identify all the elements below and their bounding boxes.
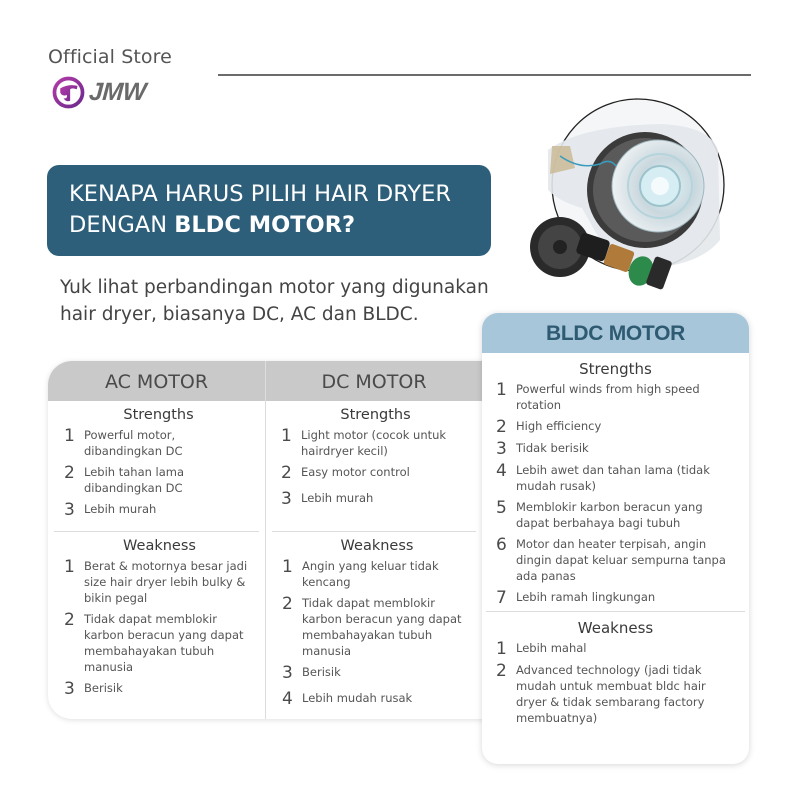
item-text: Powerful winds from high speed rotation <box>516 382 700 412</box>
item-number: 1 <box>496 380 507 400</box>
item-text: Motor dan heater terpisah, angin dingin dapat keluar sempurna tanpa ada panas <box>516 537 726 583</box>
item-number: 2 <box>496 417 507 437</box>
item-text: Lebih murah <box>84 502 157 516</box>
ac-motor-column <box>48 401 265 719</box>
item-number: 4 <box>282 689 293 709</box>
bldc-weakness-list <box>482 640 749 726</box>
item-text: Tidak dapat memblokir karbon beracun yang dapat membahayakan tubuh manusia <box>84 612 244 674</box>
item-number: 3 <box>496 439 507 459</box>
ac-weakness-section <box>48 538 265 697</box>
bldc-motor-title: BLDC MOTOR <box>482 313 749 353</box>
item-text: Lebih mahal <box>516 641 587 655</box>
comparison-body <box>48 401 518 719</box>
ac-motor-title: AC MOTOR <box>104 371 209 393</box>
dc-strengths-title: Strengths <box>340 407 411 423</box>
list-item <box>496 418 739 435</box>
item-text: Berat & motornya besar jadi size hair dryer lebih bulky & bikin pegal <box>84 559 248 605</box>
item-number: 1 <box>282 557 293 577</box>
list-item <box>496 499 739 531</box>
item-number: 1 <box>64 557 75 577</box>
item-text: Tidak dapat memblokir karbon beracun yang dapat membahayakan tubuh manusia <box>302 596 462 658</box>
ac-strengths-title: Strengths <box>123 407 194 423</box>
brand-name: JMW <box>88 78 147 106</box>
item-text: Lebih ramah lingkungan <box>516 590 656 604</box>
item-text: Lebih murah <box>301 491 374 505</box>
headline-bold: BLDC MOTOR? <box>174 212 356 238</box>
item-number: 2 <box>282 594 293 614</box>
ac-dc-comparison-card <box>48 361 518 719</box>
dc-weakness-title: Weakness <box>340 538 414 554</box>
brand-logo-group <box>52 76 146 109</box>
item-number: 4 <box>496 461 507 481</box>
item-text: Angin yang keluar tidak kencang <box>302 559 439 589</box>
comparison-header <box>48 361 518 401</box>
list-item <box>496 462 739 494</box>
item-number: 2 <box>64 610 75 630</box>
item-number: 2 <box>496 661 507 681</box>
item-text: High efficiency <box>516 419 602 433</box>
headline-line-1: KENAPA HARUS PILIH HAIR DRYER <box>69 181 452 207</box>
bldc-strengths-list <box>482 381 749 606</box>
list-item <box>496 662 739 726</box>
item-number: 3 <box>64 679 75 699</box>
bldc-strengths-title: Strengths <box>579 360 652 378</box>
jmw-logo-icon <box>52 76 85 109</box>
ac-strengths-section <box>48 407 265 531</box>
item-number: 1 <box>64 426 75 446</box>
item-number: 2 <box>64 463 75 483</box>
list-item <box>282 664 472 681</box>
section-divider <box>54 531 259 532</box>
dc-strengths-list <box>281 427 470 507</box>
item-text: Berisik <box>302 665 341 679</box>
ac-weakness-title: Weakness <box>123 538 196 554</box>
dc-weakness-list <box>282 558 472 707</box>
ac-strengths-list <box>64 427 253 518</box>
item-number: 3 <box>282 663 293 683</box>
intro-line-2: hair dryer, biasanya DC, AC dan BLDC. <box>60 304 419 325</box>
list-item <box>64 501 253 518</box>
list-item <box>281 464 470 481</box>
list-item <box>496 536 739 584</box>
item-text: Lebih tahan lama dibandingkan DC <box>84 465 185 495</box>
list-item <box>281 427 470 459</box>
intro-text <box>60 274 500 328</box>
item-text: Easy motor control <box>301 465 410 479</box>
item-text: Lebih mudah rusak <box>302 691 413 705</box>
dc-weakness-section <box>266 538 482 707</box>
bldc-motor-card <box>482 313 749 764</box>
section-divider <box>272 531 476 532</box>
header-divider <box>218 74 751 76</box>
item-number: 7 <box>496 588 507 608</box>
item-text: Memblokir karbon beracun yang dapat berbahaya bagi tubuh <box>516 500 703 530</box>
ac-weakness-list <box>64 558 255 697</box>
list-item <box>64 611 255 675</box>
section-divider <box>486 611 745 612</box>
list-item <box>282 595 472 659</box>
item-number: 6 <box>496 535 507 555</box>
dc-motor-column <box>265 401 482 719</box>
list-item <box>64 427 253 459</box>
item-text: Advanced technology (jadi tidak mudah untuk membuat bldc hair dryer & tidak sembarang factory membuatnya) <box>516 663 706 725</box>
intro-line-1: Yuk lihat perbandingan motor yang digunakan <box>60 277 489 298</box>
list-item <box>496 440 739 457</box>
item-number: 1 <box>281 426 292 446</box>
item-number: 3 <box>64 500 75 520</box>
list-item <box>496 381 739 413</box>
item-text: Lebih awet dan tahan lama (tidak mudah rusak) <box>516 463 710 493</box>
item-text: Powerful motor, dibandingkan DC <box>84 428 183 458</box>
item-number: 5 <box>496 498 507 518</box>
list-item <box>496 589 739 606</box>
list-item <box>282 558 472 590</box>
list-item <box>64 680 255 697</box>
bldc-weakness-title: Weakness <box>577 619 654 637</box>
headline-prefix: DENGAN <box>69 212 175 238</box>
official-store-label: Official Store <box>48 46 172 68</box>
headline-line-2 <box>69 210 469 241</box>
list-item <box>281 490 470 507</box>
item-number: 3 <box>281 489 292 509</box>
item-number: 1 <box>496 639 507 659</box>
dc-motor-title: DC MOTOR <box>265 361 482 401</box>
list-item <box>64 558 255 606</box>
item-text: Berisik <box>84 681 123 695</box>
list-item <box>496 640 739 657</box>
list-item <box>282 690 472 707</box>
hair-dryer-motor-image <box>520 90 740 302</box>
dc-strengths-section <box>266 407 482 531</box>
item-number: 2 <box>281 463 292 483</box>
headline-banner <box>47 165 491 256</box>
item-text: Tidak berisik <box>516 441 589 455</box>
list-item <box>64 464 253 496</box>
item-text: Light motor (cocok untuk hairdryer kecil) <box>301 428 447 458</box>
